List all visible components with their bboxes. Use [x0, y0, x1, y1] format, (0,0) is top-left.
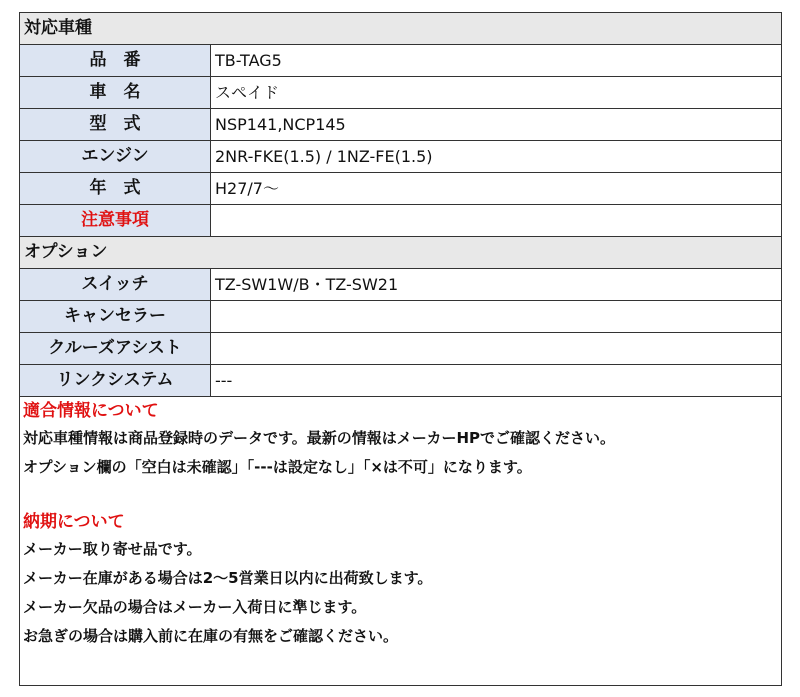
delivery-line: メーカー欠品の場合はメーカー入荷日に準じます。 [23, 598, 367, 616]
option-label: リンクシステム [20, 365, 211, 396]
spec-row-part-number [20, 45, 781, 77]
delivery-line: メーカー在庫がある場合は2〜5営業日以内に出荷致します。 [23, 569, 433, 587]
notes-block [20, 399, 781, 653]
spec-value: スペイド [215, 83, 280, 102]
spec-row-car-name [20, 77, 781, 109]
spec-row-engine [20, 141, 781, 173]
spec-label: 車 名 [20, 77, 211, 108]
option-label: スイッチ [20, 269, 211, 300]
spec-label: 品 番 [20, 45, 211, 76]
spec-label: 年 式 [20, 173, 211, 204]
compat-title: 対応車種 [24, 18, 92, 38]
notes-spacer [23, 484, 781, 510]
compat-info-line: オプション欄の「空白は未確認」「---は設定なし」「×は不可」になります。 [23, 458, 532, 476]
spec-row-model-code [20, 109, 781, 141]
compat-info-heading: 適合情報について [23, 401, 159, 421]
spec-value: TB-TAG5 [215, 51, 282, 70]
option-row-link-system [20, 365, 781, 397]
spec-label: エンジン [20, 141, 211, 172]
spec-value: H27/7〜 [215, 179, 279, 198]
option-value: TZ-SW1W/B・TZ-SW21 [215, 275, 399, 294]
delivery-heading: 納期について [23, 512, 125, 532]
spec-row-cautions [20, 205, 781, 237]
option-label: クルーズアシスト [20, 333, 211, 364]
compat-info-line: 対応車種情報は商品登録時のデータです。最新の情報はメーカーHPでご確認ください。 [23, 429, 616, 447]
spec-label: 型 式 [20, 109, 211, 140]
delivery-line: お急ぎの場合は購入前に在庫の有無をご確認ください。 [23, 627, 399, 645]
section-title-compat [20, 13, 781, 45]
section-title-options [20, 237, 781, 269]
spec-row-year [20, 173, 781, 205]
spec-value: NSP141,NCP145 [215, 115, 346, 134]
compatibility-sheet [19, 12, 782, 686]
spec-label-caution: 注意事項 [20, 205, 211, 236]
option-row-cruise-assist [20, 333, 781, 365]
option-value: --- [215, 371, 233, 390]
options-title: オプション [24, 242, 108, 262]
option-row-switch [20, 269, 781, 301]
option-row-canceller [20, 301, 781, 333]
delivery-line: メーカー取り寄せ品です。 [23, 540, 202, 558]
option-label: キャンセラー [20, 301, 211, 332]
spec-value: 2NR-FKE(1.5) / 1NZ-FE(1.5) [215, 147, 433, 166]
